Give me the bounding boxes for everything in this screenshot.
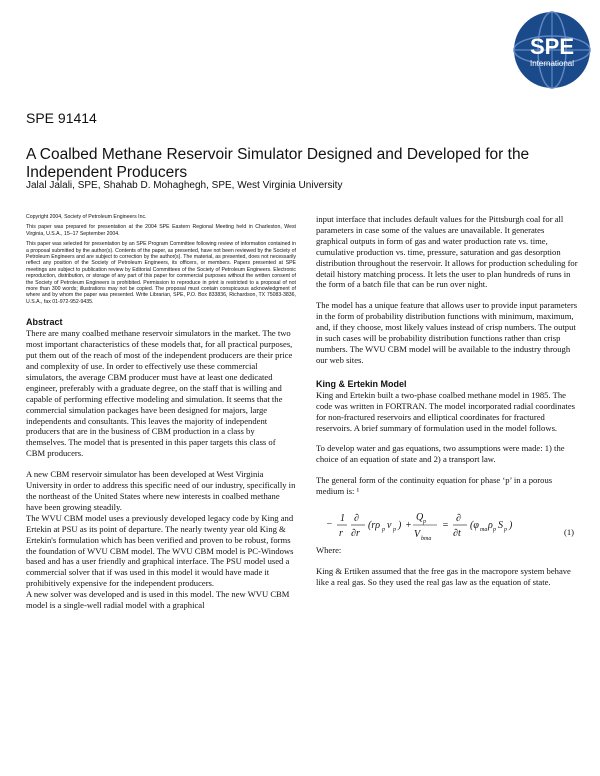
- svg-text:p: p: [493, 527, 496, 534]
- svg-text:p: p: [393, 527, 396, 534]
- svg-text:−: −: [326, 519, 333, 531]
- section-heading: King & Ertekin Model: [316, 378, 407, 389]
- svg-text:S: S: [498, 520, 503, 532]
- conference-notice: This paper was prepared for presentation at the 2004 SPE Eastern Regional Meeting held in Charleston, West Virginia, U.S.A., 15–17 September 2004.: [26, 224, 296, 237]
- body-paragraph: King and Ertekin built a two-phase coalbed methane model in 1985. The code was written in FORTRAN. The model incorporated radial coordinates for non-fractured reservoirs and elliptical coordinates for fractured reservoirs. A brief summary of formulation used in the model follows.: [316, 389, 575, 433]
- where-label: Where:: [316, 545, 342, 556]
- equation-graphic: [316, 501, 546, 545]
- svg-text:∂: ∂: [354, 513, 359, 525]
- logo-text-international: International: [529, 59, 575, 68]
- svg-text:=: =: [442, 520, 449, 532]
- svg-text:r: r: [339, 528, 343, 540]
- svg-text:p: p: [382, 527, 385, 534]
- svg-text:∂t: ∂t: [453, 528, 461, 540]
- abstract-paragraph: The WVU CBM model uses a previously developed legacy code by King and Ertekin at PSU as its point of departure. The nearly twenty year old King & Ertekin's formulation which has been verified and proven to be robust, forms the foundation of WVU CBM model. The WVU CBM model is PC-Windows based and has a user friendly and graphical interface. The PSU model used a commercial solver that if was used in this model it would have made it prohibitively expensive for the independent producers.: [26, 512, 294, 589]
- paper-title: A Coalbed Methane Reservoir Simulator Designed and Developed for the Independent Producers: [26, 146, 530, 181]
- svg-text:p: p: [423, 519, 426, 526]
- svg-text:bma: bma: [421, 536, 432, 543]
- right-column: [316, 214, 578, 588]
- body-paragraph: The model has a unique feature that allows user to provide input parameters in the form of probability distribution functions with minimum, maximum, and, if they choose, most likely values instead of crisp numbers. The output in such cases will be probability distribution functions rather than crisp numbers. The WVU CBM model will be available to the industry through our web sites.: [316, 300, 578, 365]
- svg-text:ma: ma: [480, 527, 488, 534]
- svg-text:): ): [398, 520, 402, 532]
- svg-text:∂: ∂: [456, 513, 461, 525]
- svg-text:(rρ: (rρ: [368, 520, 381, 532]
- svg-text:∂r: ∂r: [351, 528, 360, 540]
- svg-text:Q: Q: [416, 512, 424, 524]
- author-line: Jalal Jalali, SPE, Shahab D. Mohaghegh, SPE, West Virginia University: [26, 180, 343, 191]
- svg-text:V: V: [414, 529, 421, 541]
- body-paragraph: input interface that includes default values for the Pittsburgh coal for all parameters in case some of the values are unavailable. It generates graphical outputs in form of gas and water production rate vs. time, cumulative production vs. time, pressure, saturation and gas desorption distribution throughout the reservoir. It allows for production scheduling for detail history matching process. It lets the user to plan hundreds of runs in the form of a batch file that can be run over night.: [316, 214, 578, 290]
- svg-text:+: +: [405, 520, 412, 532]
- left-column: [26, 214, 296, 611]
- svg-text:1: 1: [340, 513, 345, 525]
- svg-text:v: v: [387, 520, 392, 532]
- svg-text:): ): [509, 520, 513, 532]
- logo-text-spe: SPE: [529, 34, 575, 59]
- svg-text:(φ: (φ: [470, 520, 479, 532]
- svg-text:ρ: ρ: [488, 520, 493, 532]
- paper-number: SPE 91414: [26, 110, 97, 126]
- copyright-notice: Copyright 2004, Society of Petroleum Engineers Inc.: [26, 214, 147, 220]
- abstract-paragraph: There are many coalbed methane reservoir simulators in the market. The two most important characteristics of these models that, for all practical purposes, put them out of the reach of most of the independent producers are their price and complexity of use. In order to effectively use these commercial simulators, the average CBM producer must have at least one dedicated engineer, preferably with a graduate degree, on the staff that is willing and capable of performing effective modeling and simulation. It seems that the commercial simulation packages have been designed for majors, large independents and consultants. This leaves the majority of independent producers that are in the business of CBM production in a class by themselves. The model that is presented in this paper targets this class of CBM producers.: [26, 328, 293, 459]
- abstract-heading: Abstract: [26, 317, 63, 328]
- body-paragraph: The general form of the continuity equation for phase ‘p’ in a porous medium is: ¹: [316, 475, 553, 497]
- abstract-paragraph: A new CBM reservoir simulator has been developed at West Virginia University in order to address this specific need of our industry, specifically in the northeast of the United States where new interests in coalbed methane have been growing steadily.: [26, 469, 296, 512]
- body-paragraph: King & Ertiken assumed that the free gas in the macropore system behave like a real gas. So they used the real gas law as the equation of state.: [316, 565, 571, 587]
- continuity-equation: [316, 501, 578, 545]
- review-disclaimer: This paper was selected for presentation by an SPE Program Committee following review of information contained in a proposal submitted by the author(s). Contents of the paper, as presented, have not been reviewed by the Society of Petroleum Engineers and are subject to correction by the author(s). The material, as presented, does not necessarily reflect any position of the Society of Petroleum Engineers, its officers, or members. Papers presented at SPE meetings are subject to publication review by Editorial Committees of the Society of Petroleum Engineers. Electronic reproduction, distribution, or storage of any part of this paper for commercial purposes without the written consent of the Society of Petroleum Engineers is prohibited. Permission to reproduce in print is restricted to a proposal of not more than 300 words; illustrations may not be copied. The proposal must contain conspicuous acknowledgment of where and by whom the paper was presented. Write Librarian, SPE, P.O. Box 833836, Richardson, TX 75083-3836, U.S.A., fax 01-972-952-9435.: [26, 241, 296, 305]
- svg-text:p: p: [504, 527, 507, 534]
- spe-globe-icon: [512, 10, 592, 90]
- spe-logo: [512, 10, 592, 90]
- body-paragraph: To develop water and gas equations, two assumptions were made: 1) the choice of an equation of state and 2) a transport law.: [316, 443, 565, 465]
- abstract-paragraph: A new solver was developed and is used in this model. The new WVU CBM model is a single-well radial model with a graphical: [26, 589, 290, 611]
- equation-number: (1): [563, 527, 574, 538]
